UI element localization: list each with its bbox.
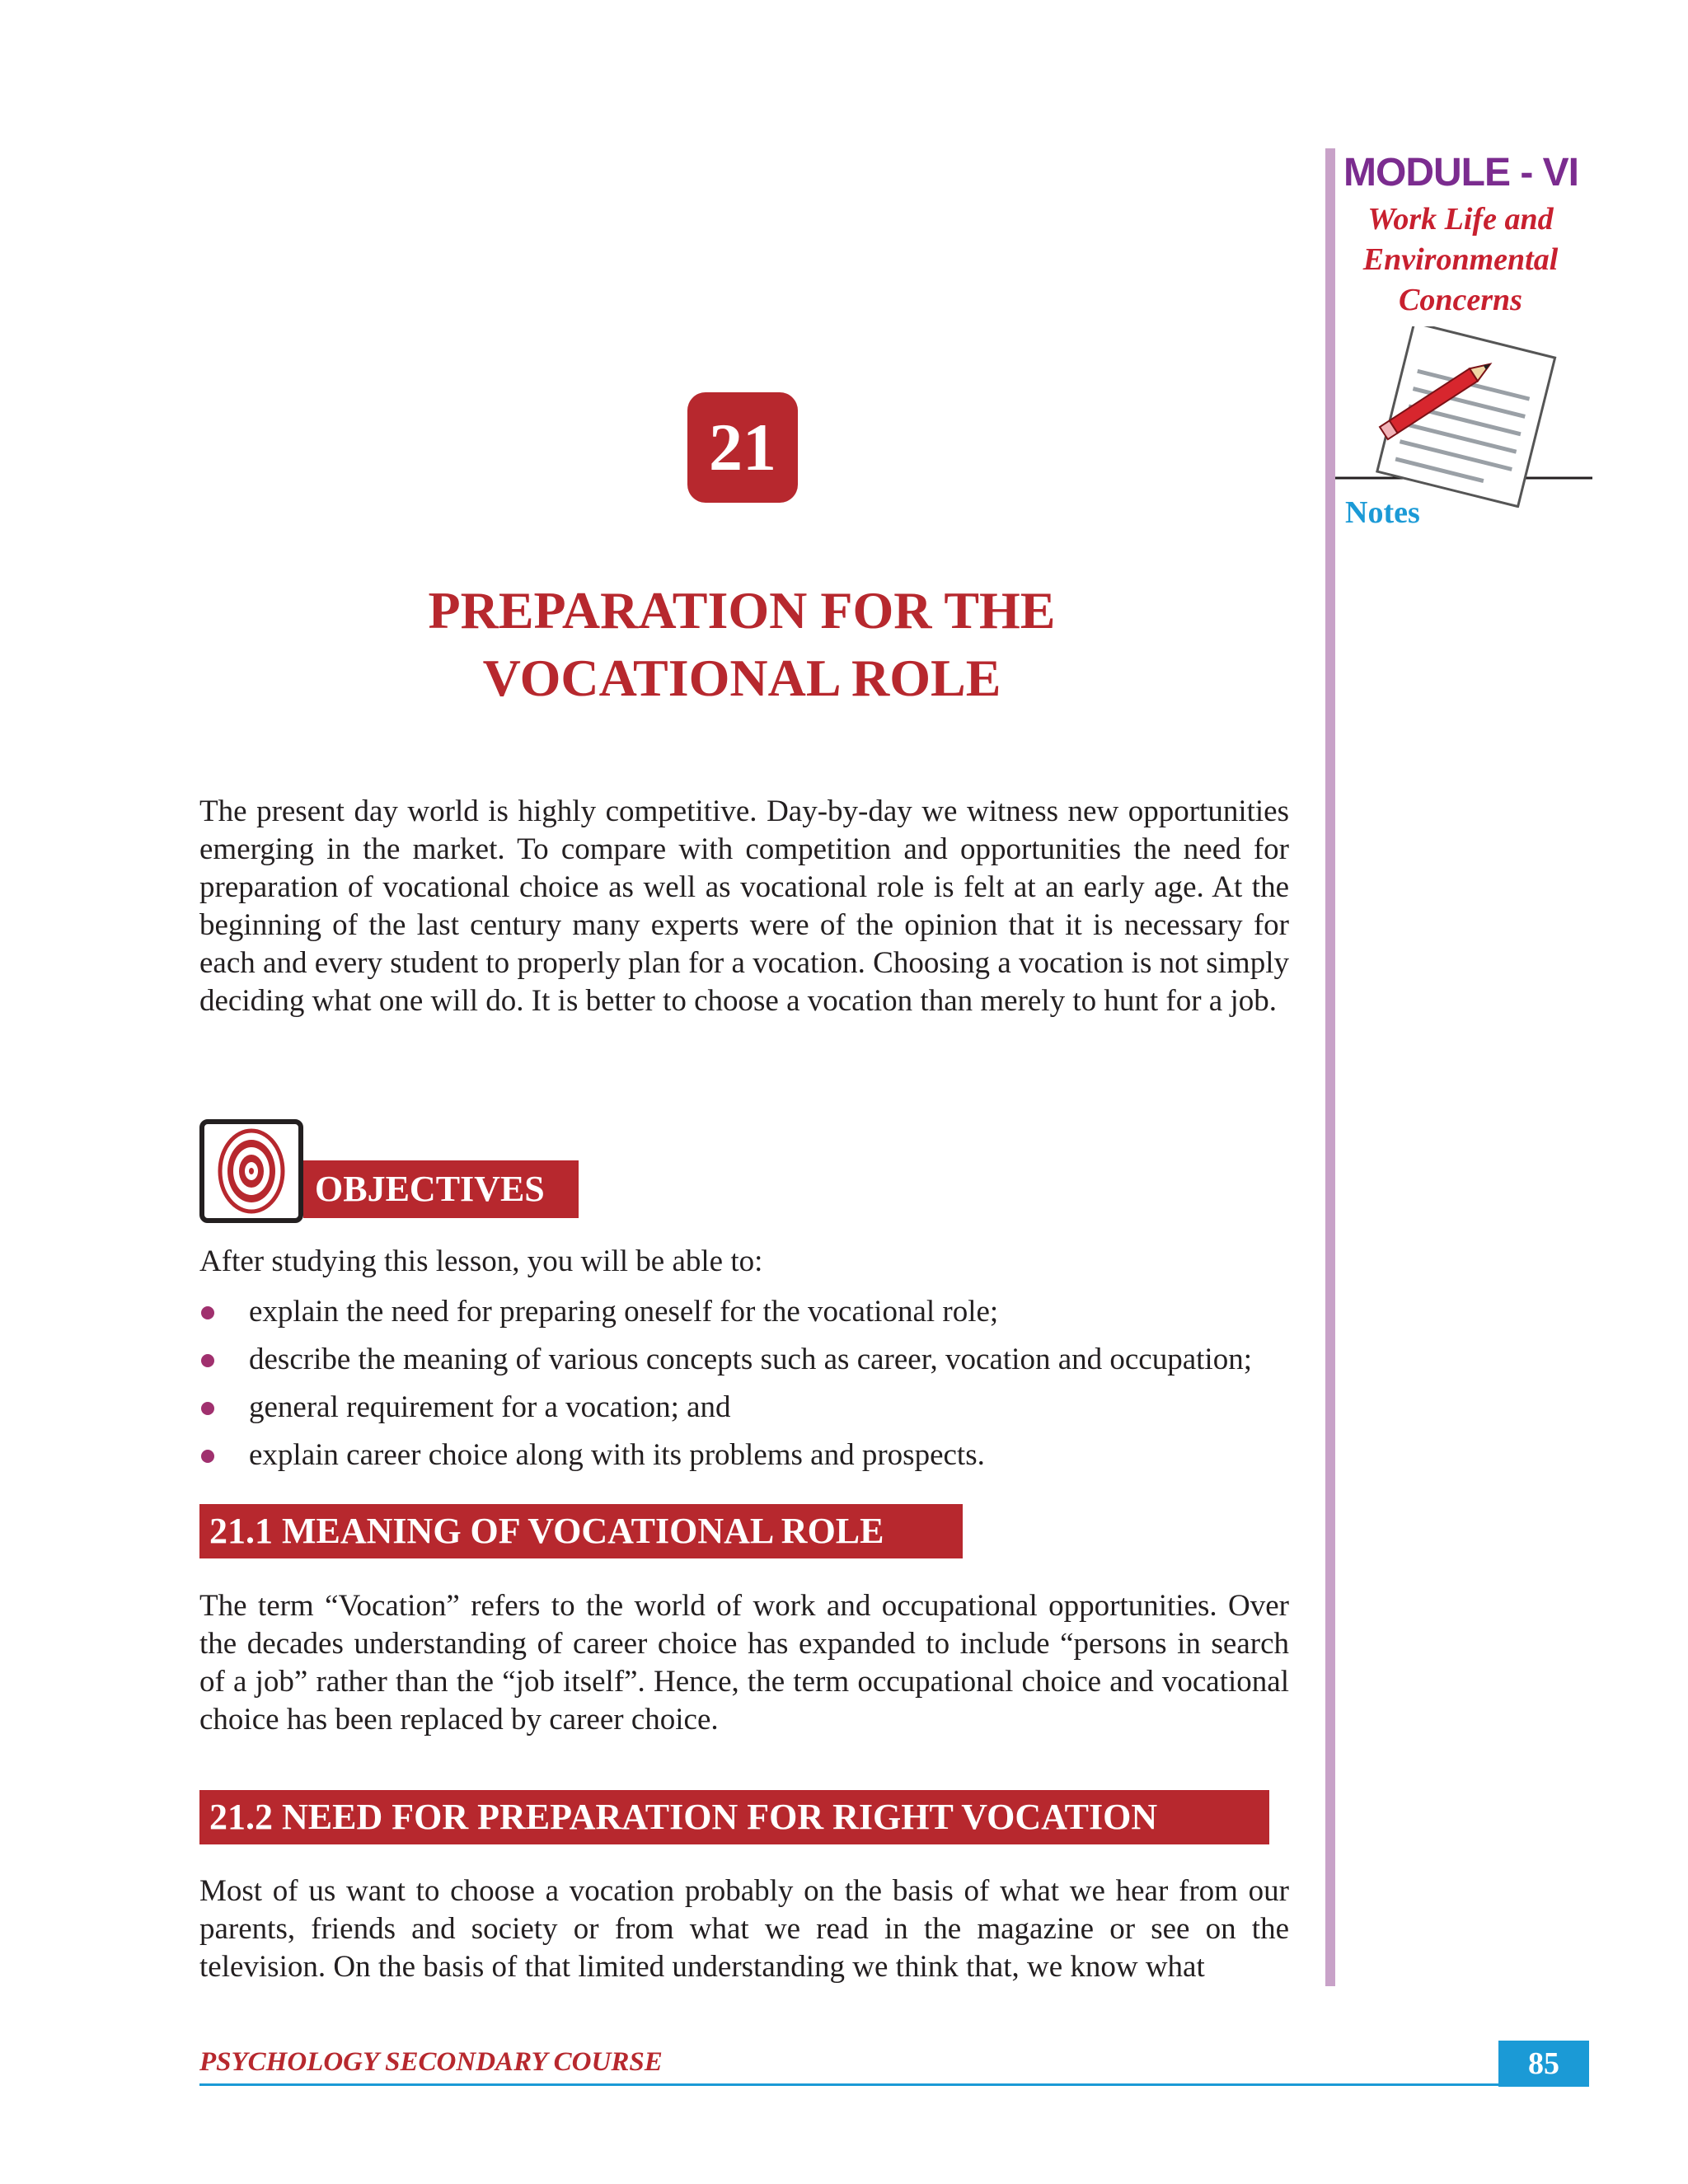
chapter-title-line: PREPARATION FOR THE [428,581,1056,640]
notepad-pencil-icon [1335,326,1592,508]
margin-rule [1325,148,1335,1986]
section-21-2-text: Most of us want to choose a vocation probably on the basis of what we hear from our parents, friends and society or from what we read in the magazine or see on the television. On the basis of that limited understanding we think that, we know what [199,1874,1289,1984]
bullet-icon [201,1306,214,1319]
objectives-list [199,1288,1296,1479]
footer-course-title: PSYCHOLOGY SECONDARY COURSE [199,2047,663,2077]
objectives-intro: After studying this lesson, you will be able to: [199,1244,763,1278]
objectives-heading: OBJECTIVES [303,1160,579,1218]
bullet-icon [201,1450,214,1463]
objective-text: explain career choice along with its problems and prospects. [249,1438,985,1472]
objective-item [199,1384,1296,1432]
bullet-icon [201,1402,214,1415]
objective-text: describe the meaning of various concepts such as career, vocation and occupation; [249,1343,1252,1376]
chapter-number-badge: 21 [687,392,798,503]
objective-item [199,1288,1296,1336]
module-subtitle [1345,199,1576,321]
objective-text: general requirement for a vocation; and [249,1390,731,1424]
section-heading-21-2: 21.2 NEED FOR PREPARATION FOR RIGHT VOCATION [199,1790,1269,1844]
module-title: MODULE - VI [1343,151,1578,194]
module-subtitle-line: Concerns [1399,283,1522,317]
objective-text: explain the need for preparing oneself for the vocational role; [249,1295,999,1329]
section-21-1-text: The term “Vocation” refers to the world of work and occupational opportunities. Over the decades understanding of career choice has expanded to include “persons in search of a job” rather than the “job itself”. Hence, the term occupational choice and vocational choice has been replaced by career choice. [199,1589,1289,1736]
objective-item [199,1432,1296,1479]
bullet-icon [201,1354,214,1367]
objective-item [199,1336,1296,1384]
notes-label: Notes [1345,495,1420,530]
section-heading-21-1: 21.1 MEANING OF VOCATIONAL ROLE [199,1504,963,1558]
chapter-title-line: VOCATIONAL ROLE [482,649,1001,707]
module-subtitle-line: Environmental [1362,242,1559,277]
chapter-title [247,577,1236,712]
page-number: 85 [1498,2041,1589,2087]
footer-rule [199,2083,1498,2086]
module-subtitle-line: Work Life and [1367,202,1554,237]
target-icon [199,1119,303,1223]
intro-paragraph: The present day world is highly competitive. Day-by-day we witness new opportunities emerging in the market. To compare with competition and opportunities the need for preparation of vocational choice as well as vocational role is felt at an early age. At the beginning of the last century many experts were of the opinion that it is necessary for each and every student to properly plan for a vocation. Choosing a vocation is not simply deciding what one will do. It is better to choose a vocation than merely to hunt for a job. [199,794,1289,1018]
